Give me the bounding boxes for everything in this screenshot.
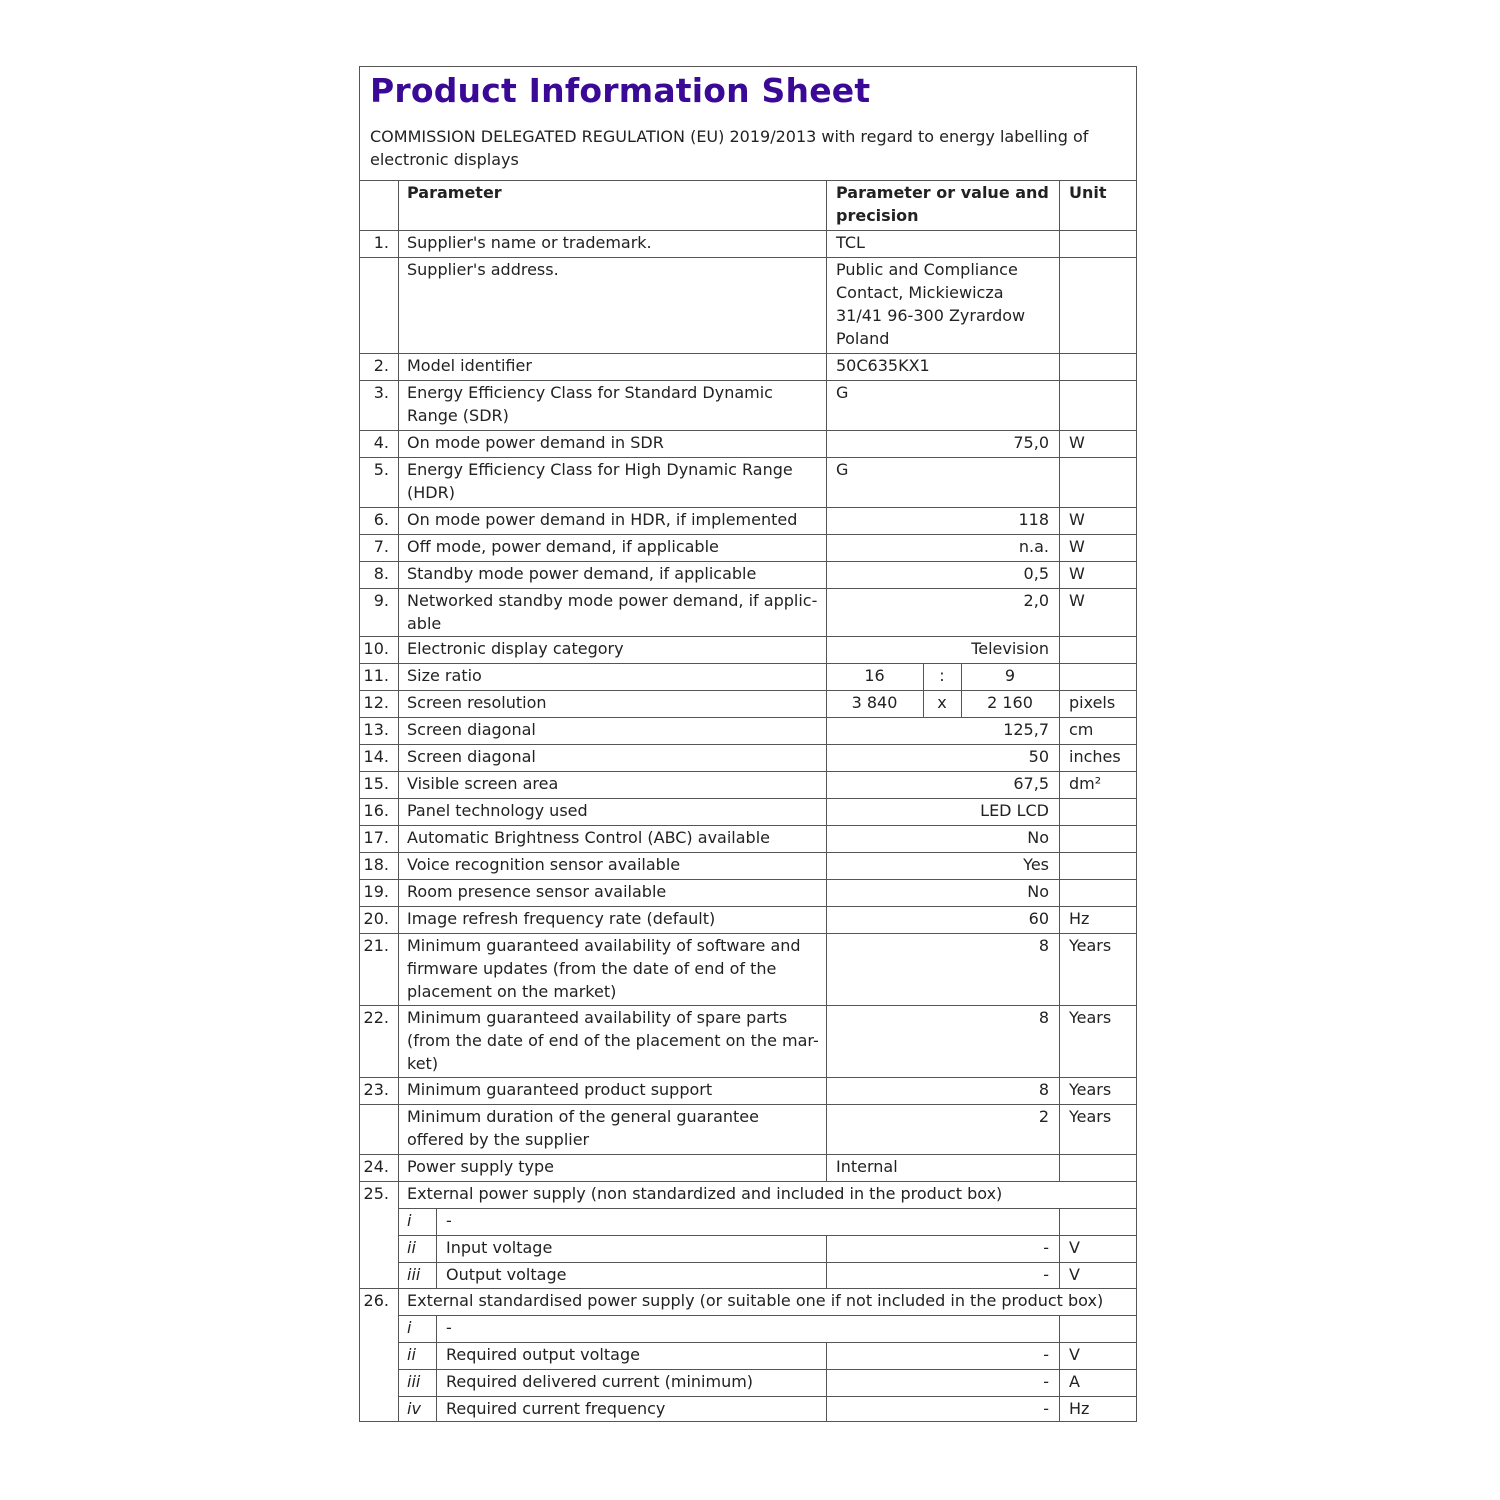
sub-index: i xyxy=(407,1211,412,1230)
parameter-label: Room presence sensor available xyxy=(407,882,667,901)
parameter-label: Screen diagonal xyxy=(407,747,536,766)
row-number: 7. xyxy=(373,537,389,556)
value-part-1: 3 840 xyxy=(851,693,898,712)
row-number: 4. xyxy=(373,433,389,452)
unit-label: W xyxy=(1069,564,1085,583)
regulation-subtitle: COMMISSION DELEGATED REGULATION (EU) 2019/2013 with regard to energy labelling of electronic displays xyxy=(370,127,1089,169)
column-header-parameter: Parameter xyxy=(407,183,502,202)
parameter-value: Public and Compliance Contact, Mickiewicza 31/41 96-300 Zyrardow Poland xyxy=(836,260,1026,348)
unit-label: inches xyxy=(1069,747,1121,766)
parameter-value: 50 xyxy=(1028,747,1049,766)
parameter-value: 8 xyxy=(1038,1080,1049,1099)
unit-label: Years xyxy=(1069,1080,1112,1099)
parameter-label: Off mode, power demand, if applicable xyxy=(407,537,719,556)
sub-label: - xyxy=(446,1211,452,1230)
unit-label: Hz xyxy=(1069,909,1090,928)
sub-label: Output voltage xyxy=(446,1265,567,1284)
parameter-label: Screen resolution xyxy=(407,693,547,712)
value-part-2: 9 xyxy=(1004,666,1016,685)
row-number: 25. xyxy=(363,1184,389,1203)
row-number: 12. xyxy=(363,693,389,712)
parameter-value: 50C635KX1 xyxy=(836,356,930,375)
row-number: 17. xyxy=(363,828,389,847)
unit-label: cm xyxy=(1069,720,1094,739)
sub-index: iii xyxy=(407,1265,421,1284)
sub-value: - xyxy=(1043,1345,1049,1364)
row-number: 16. xyxy=(363,801,389,820)
value-part-1: 16 xyxy=(864,666,885,685)
parameter-label: Automatic Brightness Control (ABC) available xyxy=(407,828,770,847)
row-number: 11. xyxy=(363,666,389,685)
parameter-value: 125,7 xyxy=(1003,720,1049,739)
parameter-table xyxy=(359,180,1137,1422)
parameter-value: 118 xyxy=(1018,510,1049,529)
row-number: 21. xyxy=(363,936,389,955)
parameter-value: No xyxy=(1027,882,1049,901)
parameter-value: LED LCD xyxy=(980,801,1049,820)
sub-unit: V xyxy=(1069,1345,1080,1364)
parameter-label: Networked standby mode power demand, if applic-able xyxy=(407,591,818,633)
sub-label: Input voltage xyxy=(446,1238,553,1257)
sub-index: iv xyxy=(407,1399,421,1418)
parameter-value: TCL xyxy=(836,233,865,252)
row-number: 2. xyxy=(373,356,389,375)
unit-label: W xyxy=(1069,591,1085,610)
parameter-value: 0,5 xyxy=(1023,564,1049,583)
sub-label: Required output voltage xyxy=(446,1345,640,1364)
sub-label: Required delivered current (minimum) xyxy=(446,1372,754,1391)
row-number: 19. xyxy=(363,882,389,901)
parameter-label: Screen diagonal xyxy=(407,720,536,739)
sub-index: ii xyxy=(407,1238,416,1257)
parameter-label: Panel technology used xyxy=(407,801,588,820)
row-number: 15. xyxy=(363,774,389,793)
parameter-value: 2,0 xyxy=(1023,591,1049,610)
parameter-value: No xyxy=(1027,828,1049,847)
parameter-label: Energy Efficiency Class for Standard Dynamic Range (SDR) xyxy=(407,383,773,425)
parameter-label: Power supply type xyxy=(407,1157,554,1176)
parameter-label: Electronic display category xyxy=(407,639,624,658)
sub-unit: V xyxy=(1069,1265,1080,1284)
unit-label: Years xyxy=(1069,1107,1112,1126)
row-number: 3. xyxy=(373,383,389,402)
parameter-value: 60 xyxy=(1028,909,1049,928)
row-number: 6. xyxy=(373,510,389,529)
row-number: 10. xyxy=(363,639,389,658)
row-number: 5. xyxy=(373,460,389,479)
parameter-label: Visible screen area xyxy=(407,774,559,793)
value-part-2: 2 160 xyxy=(987,693,1033,712)
parameter-label: Image refresh frequency rate (default) xyxy=(407,909,716,928)
parameter-label: Minimum guaranteed availability of software and firmware updates (from the date of end of the placement on the market) xyxy=(407,936,801,1001)
unit-label: Years xyxy=(1069,1008,1112,1027)
unit-label: W xyxy=(1069,510,1085,529)
parameter-label: Supplier's address. xyxy=(407,260,559,279)
sub-unit: Hz xyxy=(1069,1399,1090,1418)
sub-label: - xyxy=(446,1318,452,1337)
row-number: 18. xyxy=(363,855,389,874)
parameter-label: Energy Efficiency Class for High Dynamic Range (HDR) xyxy=(407,460,793,502)
unit-label: dm² xyxy=(1069,774,1102,793)
parameter-label: Standby mode power demand, if applicable xyxy=(407,564,757,583)
parameter-value: Television xyxy=(971,639,1049,658)
sub-unit: V xyxy=(1069,1238,1080,1257)
parameter-label: Voice recognition sensor available xyxy=(407,855,681,874)
sub-label: Required current frequency xyxy=(446,1399,666,1418)
row-number: 22. xyxy=(363,1008,389,1027)
row-number: 14. xyxy=(363,747,389,766)
parameter-label: Minimum duration of the general guarantee offered by the supplier xyxy=(407,1107,759,1149)
parameter-label: Size ratio xyxy=(407,666,482,685)
parameter-value: 75,0 xyxy=(1013,433,1049,452)
parameter-value: Internal xyxy=(836,1157,898,1176)
section-label: External power supply (non standardized and included in the product box) xyxy=(407,1184,1003,1203)
section-label: External standardised power supply (or suitable one if not included in the product box) xyxy=(407,1291,1104,1310)
sub-value: - xyxy=(1043,1399,1049,1418)
value-separator: : xyxy=(939,666,945,685)
parameter-label: Supplier's name or trademark. xyxy=(407,233,652,252)
parameter-label: Minimum guaranteed product support xyxy=(407,1080,713,1099)
parameter-label: Minimum guaranteed availability of spare parts (from the date of end of the placement on the mar-ket) xyxy=(407,1008,819,1073)
parameter-value: Yes xyxy=(1023,855,1049,874)
sub-index: iii xyxy=(407,1372,421,1391)
parameter-value: n.a. xyxy=(1018,537,1049,556)
row-number: 26. xyxy=(363,1291,389,1310)
parameter-value: G xyxy=(836,383,849,402)
parameter-label: On mode power demand in HDR, if implemented xyxy=(407,510,798,529)
column-header-value: Parameter or value and precision xyxy=(836,183,1049,225)
row-number: 13. xyxy=(363,720,389,739)
value-separator: x xyxy=(937,693,947,712)
parameter-label: On mode power demand in SDR xyxy=(407,433,664,452)
row-number: 24. xyxy=(363,1157,389,1176)
parameter-value: 8 xyxy=(1038,1008,1049,1027)
row-number: 1. xyxy=(373,233,389,252)
sub-value: - xyxy=(1043,1372,1049,1391)
sub-index: i xyxy=(407,1318,412,1337)
sub-value: - xyxy=(1043,1265,1049,1284)
sub-index: ii xyxy=(407,1345,416,1364)
unit-label: W xyxy=(1069,537,1085,556)
sub-unit: A xyxy=(1069,1372,1080,1391)
row-number: 8. xyxy=(373,564,389,583)
unit-label: pixels xyxy=(1069,693,1116,712)
parameter-value: G xyxy=(836,460,849,479)
row-number: 20. xyxy=(363,909,389,928)
parameter-value: 67,5 xyxy=(1013,774,1049,793)
column-header-unit: Unit xyxy=(1069,183,1107,202)
page-title: Product Information Sheet xyxy=(370,71,871,110)
parameter-value: 8 xyxy=(1038,936,1049,955)
unit-label: W xyxy=(1069,433,1085,452)
parameter-value: 2 xyxy=(1038,1107,1049,1126)
sub-value: - xyxy=(1043,1238,1049,1257)
unit-label: Years xyxy=(1069,936,1112,955)
row-number: 23. xyxy=(363,1080,389,1099)
row-number: 9. xyxy=(373,591,389,610)
parameter-label: Model identifier xyxy=(407,356,532,375)
